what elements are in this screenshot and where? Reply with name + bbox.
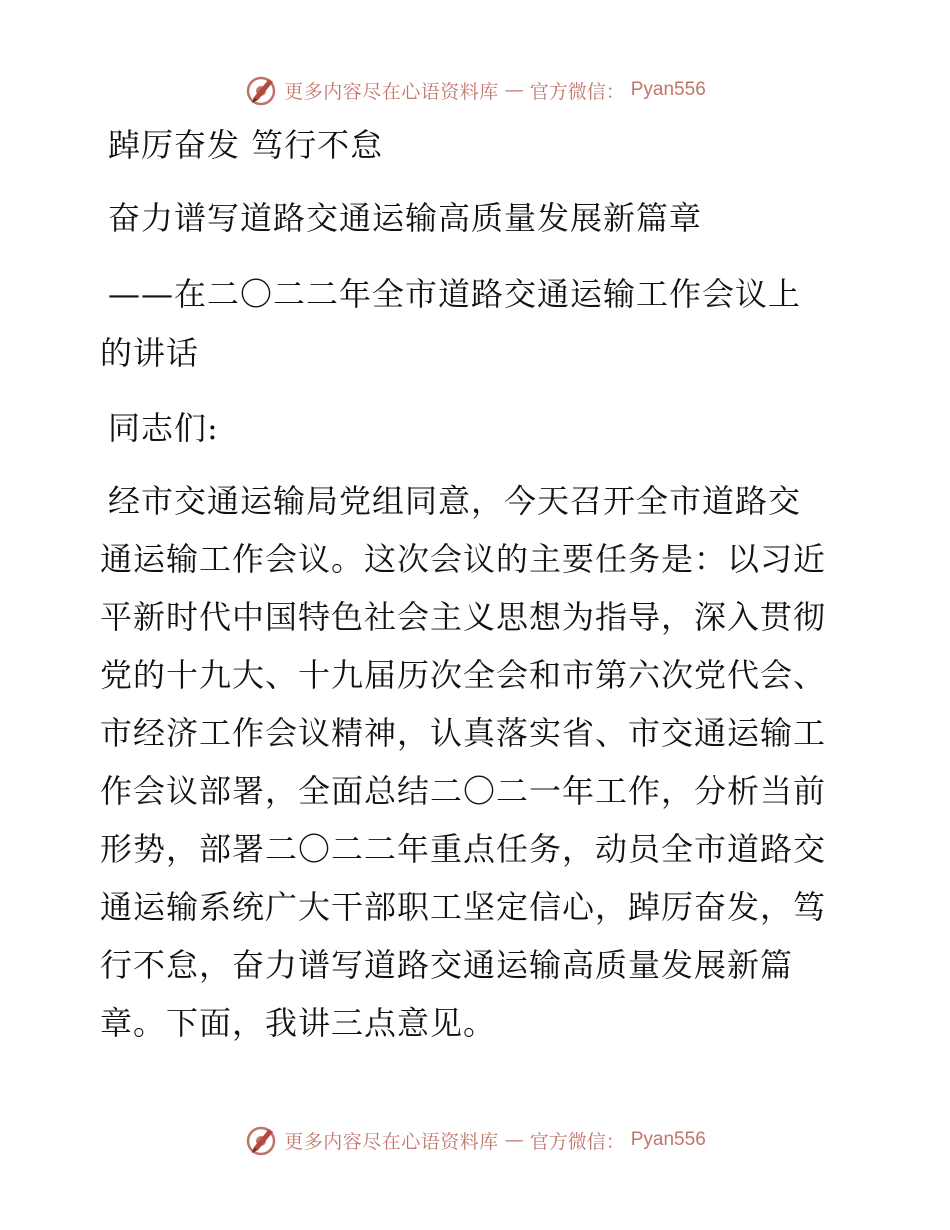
footer-watermark-banner	[0, 1120, 950, 1160]
watermark-brand-text: 更多内容尽在心语资料库	[284, 1130, 499, 1153]
doc-title-line-1: 踔厉奋发 笃行不怠	[108, 126, 384, 164]
paragraph-line: 章。下面，我讲三点意见。	[100, 1004, 497, 1042]
pen-logo-icon	[244, 1123, 278, 1157]
watermark-wechat-handle: Pyan556	[630, 79, 706, 100]
paragraph-line: 经市交通运输局党组同意，今天召开全市道路交	[108, 482, 802, 520]
paragraph-line: 平新时代中国特色社会主义思想为指导，深入贯彻	[100, 598, 827, 636]
paragraph-line: 通运输工作会议。这次会议的主要任务是：以习近	[100, 540, 827, 578]
doc-subtitle-line-1: ——在二〇二二年全市道路交通运输工作会议上	[108, 275, 802, 313]
header-watermark-banner	[0, 70, 950, 110]
watermark-separator: —	[504, 1129, 524, 1151]
watermark-wechat-label: 官方微信：	[529, 1130, 625, 1153]
watermark-separator: —	[504, 79, 524, 101]
paragraph-line: 形势，部署二〇二二年重点任务，动员全市道路交	[100, 830, 827, 868]
watermark-brand-text: 更多内容尽在心语资料库	[284, 80, 499, 103]
paragraph-line: 作会议部署，全面总结二〇二一年工作，分析当前	[100, 772, 827, 810]
watermark-wechat-handle: Pyan556	[630, 1129, 706, 1150]
paragraph-line: 通运输系统广大干部职工坚定信心，踔厉奋发，笃	[100, 888, 827, 926]
watermark-wechat-label: 官方微信：	[529, 80, 625, 103]
doc-salutation: 同志们:	[108, 409, 219, 447]
doc-title-line-2: 奋力谱写道路交通运输高质量发展新篇章	[108, 199, 703, 237]
pen-logo-icon	[244, 73, 278, 107]
doc-subtitle-line-2: 的讲话	[100, 334, 200, 372]
paragraph-line: 行不怠，奋力谱写道路交通运输高质量发展新篇	[100, 946, 794, 984]
paragraph-line: 市经济工作会议精神，认真落实省、市交通运输工	[100, 714, 827, 752]
paragraph-line: 党的十九大、十九届历次全会和市第六次党代会、	[100, 656, 827, 694]
